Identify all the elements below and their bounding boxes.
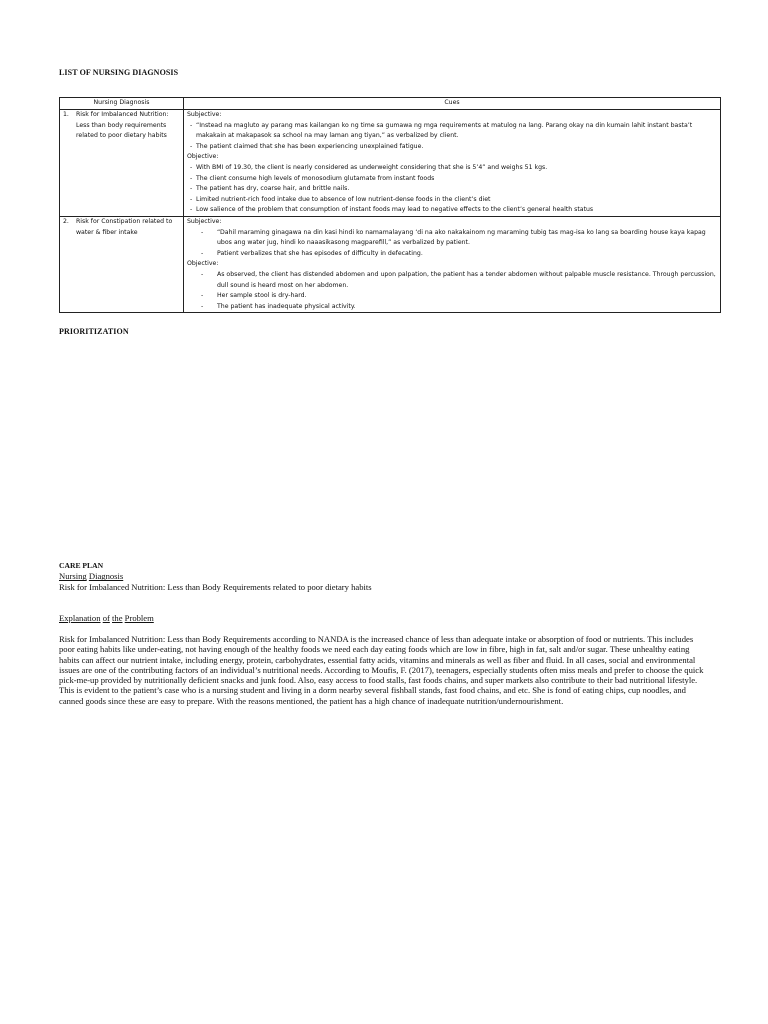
- header-nursing-diagnosis: Nursing Diagnosis: [60, 98, 184, 110]
- problem-word: Problem: [124, 613, 154, 623]
- list-item: - Low salience of the problem that consumption of instant foods may lead to negative effects to the client’s general health status: [187, 205, 717, 216]
- prioritization-heading: PRIORITIZATION: [59, 327, 129, 336]
- objective-label: Objective:: [187, 260, 219, 268]
- list-item: - As observed, the client has distended abdomen and upon palpation, the patient has a tender abdomen without palpable muscle resistance. Through percussion, dull sound is heard most on her abdomen.: [187, 270, 717, 291]
- subjective-label: Subjective:: [187, 111, 222, 118]
- table-row: [60, 216, 721, 312]
- diagnosis-label: Risk for Constipation related to water & fiber intake: [76, 217, 173, 236]
- nursing-diagnosis-subheading: [59, 571, 372, 581]
- cues-cell: [184, 216, 721, 312]
- explanation-word: Explanation: [59, 613, 101, 623]
- list-heading: LIST OF NURSING DIAGNOSIS: [59, 68, 179, 77]
- subjective-label: Subjective:: [187, 217, 222, 225]
- diagnosis-number: 1.: [63, 111, 69, 118]
- cues-cell: [184, 110, 721, 217]
- care-plan-title: CARE PLAN: [59, 561, 104, 570]
- table-row: [60, 110, 721, 217]
- diagnosis-label: Risk for Imbalanced Nutrition: Less than body requirements related to poor dietary habits: [76, 111, 169, 140]
- list-item: - The client consume high levels of monosodium glutamate from instant foods: [187, 174, 717, 185]
- of-word: of: [102, 613, 110, 623]
- nursing-diagnosis-table: [59, 97, 721, 313]
- care-plan-section: [59, 561, 372, 592]
- table-header-row: [60, 98, 721, 110]
- diagnosis-number: 2.: [63, 217, 69, 225]
- care-plan-diagnosis-text: Risk for Imbalanced Nutrition: Less than Body Requirements related to poor dietary habits: [59, 581, 372, 592]
- list-item: - The patient has dry, coarse hair, and brittle nails.: [187, 184, 717, 195]
- the-word: the: [112, 613, 123, 623]
- list-item: - Patient verbalizes that she has episodes of difficulty in defecating.: [187, 249, 717, 260]
- explanation-heading: [59, 613, 154, 623]
- list-item: - The patient claimed that she has been experiencing unexplained fatigue.: [187, 142, 717, 153]
- diagnosis-cell: [60, 216, 184, 312]
- diagnosis-cell: [60, 110, 184, 217]
- list-item: - The patient has inadequate physical activity.: [187, 302, 717, 313]
- explanation-paragraph: Risk for Imbalanced Nutrition: Less than Body Requirements according to NANDA is the increased chance of less than adequate intake or absorption of food or nutrients. This includes poor eating habits like under-eating, not having enough of the healthy foods we need each day eating foods which are low in fibre, high in fat, salt and/or sugar. These unhealthy eating habits can affect our nutrient intake, including energy, protein, carbohydrates, essential fatty acids, vitamins and minerals as well as fiber and fluid. In all cases, social and environmental issues are one of the contributing factors of an individual’s nutritional needs. According to Moufis, F. (2017), teenagers, especially students often miss meals and prefer to choose the quick pick-me-up provided by nutritionally deficient snacks and junk food. Also, easy access to food stalls, fast foods chains, and super markets also contribute to their bad nutritional lifestyle. This is evident to the patient’s case who is a nursing student and living in a dorm nearby several fishball stands, fast food chains, and etc. She is fond of eating chips, cup noodles, and canned goods since these are easy to prepare. With the reasons mentioned, the patient has a high chance of inadequate nutrition/undernourishment.: [59, 634, 704, 706]
- list-item: - With BMI of 19.30, the client is nearly considered as underweight considering that she is 5’4” and weighs 51 kgs.: [187, 163, 717, 174]
- list-item: - “Dahil maraming ginagawa na din kasi hindi ko namamalayang ‘di na ako nakakainom ng maraming tubig tas mag-isa ko lang sa boarding house kaya kapag ubos ang water jug, hindi ko naaasikasong magparefill,” as verbalized by patient.: [187, 228, 717, 249]
- list-item: - Limited nutrient-rich food intake due to absence of low nutrient-dense foods in the client’s diet: [187, 195, 717, 206]
- nursing-word: Nursing: [59, 571, 87, 582]
- list-item: - “Instead na magluto ay parang mas kailangan ko ng time sa gumawa ng mga requirements at matulog na lang. Parang okay na din kumain lahit instant basta’t makakain at makapasok sa school na may laman ang tiyan,” as verbalized by client.: [187, 121, 717, 142]
- header-cues: Cues: [184, 98, 721, 110]
- diagnosis-word: Diagnosis: [88, 571, 124, 582]
- objective-label: Objective:: [187, 153, 219, 161]
- list-item: - Her sample stool is dry-hard.: [187, 291, 717, 302]
